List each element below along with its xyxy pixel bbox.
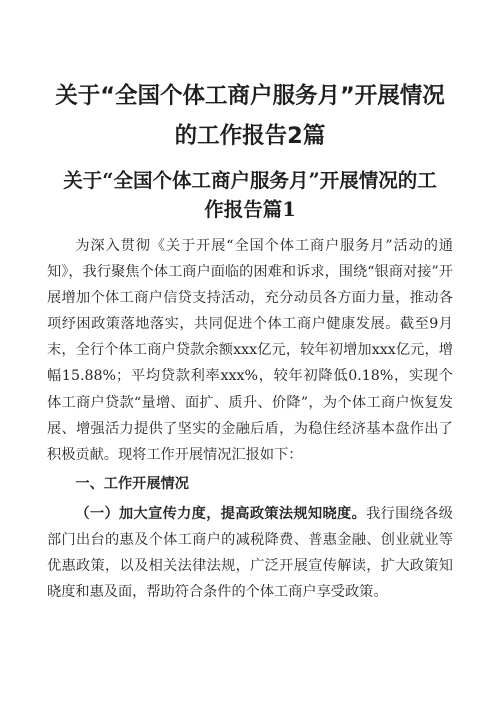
section-item-paragraph: [47, 501, 453, 605]
document-title-line-1: 关于“全国个体工商户服务月”开展情况: [55, 83, 445, 109]
document-body: [47, 233, 453, 605]
document-title-line-2: 的工作报告2篇: [174, 123, 326, 149]
section-item-lead: （一）加大宣传力度，提高政策法规知晓度。: [75, 505, 367, 522]
section-heading: 一、工作开展情况: [75, 475, 189, 492]
report-subtitle-line-1: 关于“全国个体工商户服务月”开展情况的工: [63, 169, 437, 192]
report-subtitle-line-2: 作报告篇1: [204, 198, 296, 221]
document-title: [47, 0, 453, 156]
section-item-text: 我行围绕各级部门出台的惠及个体工商户的减税降费、普惠金融、创业就业等优惠政策，以及相关法律法规，广泛开展宣传解读，扩大政策知晓度和惠及面，帮助符合条件的个体工商户享受政策。: [47, 505, 453, 601]
report-subtitle: [47, 166, 453, 224]
intro-paragraph: 为深入贯彻《关于开展“全国个体工商户服务月”活动的通知》，我行聚焦个体工商户面临的困难和诉求，围绕“银商对接”开展增加个体工商户信贷支持活动，充分动员各方面力量，推动各项纾困政策落地落实，共同促进个体工商户健康发展。截至9月末，全行个体工商户贷款余额xxx亿元，较年初增加xxx亿元，增幅15.88%；平均贷款利率xxx%，较年初降低0.18%，实现个体工商户贷款“量增、面扩、质升、价降”，为个体工商户恢复发展、增强活力提供了坚实的金融后盾，为稳住经济基本盘作出了积极贡献。现将工作开展情况汇报如下：: [47, 238, 453, 463]
